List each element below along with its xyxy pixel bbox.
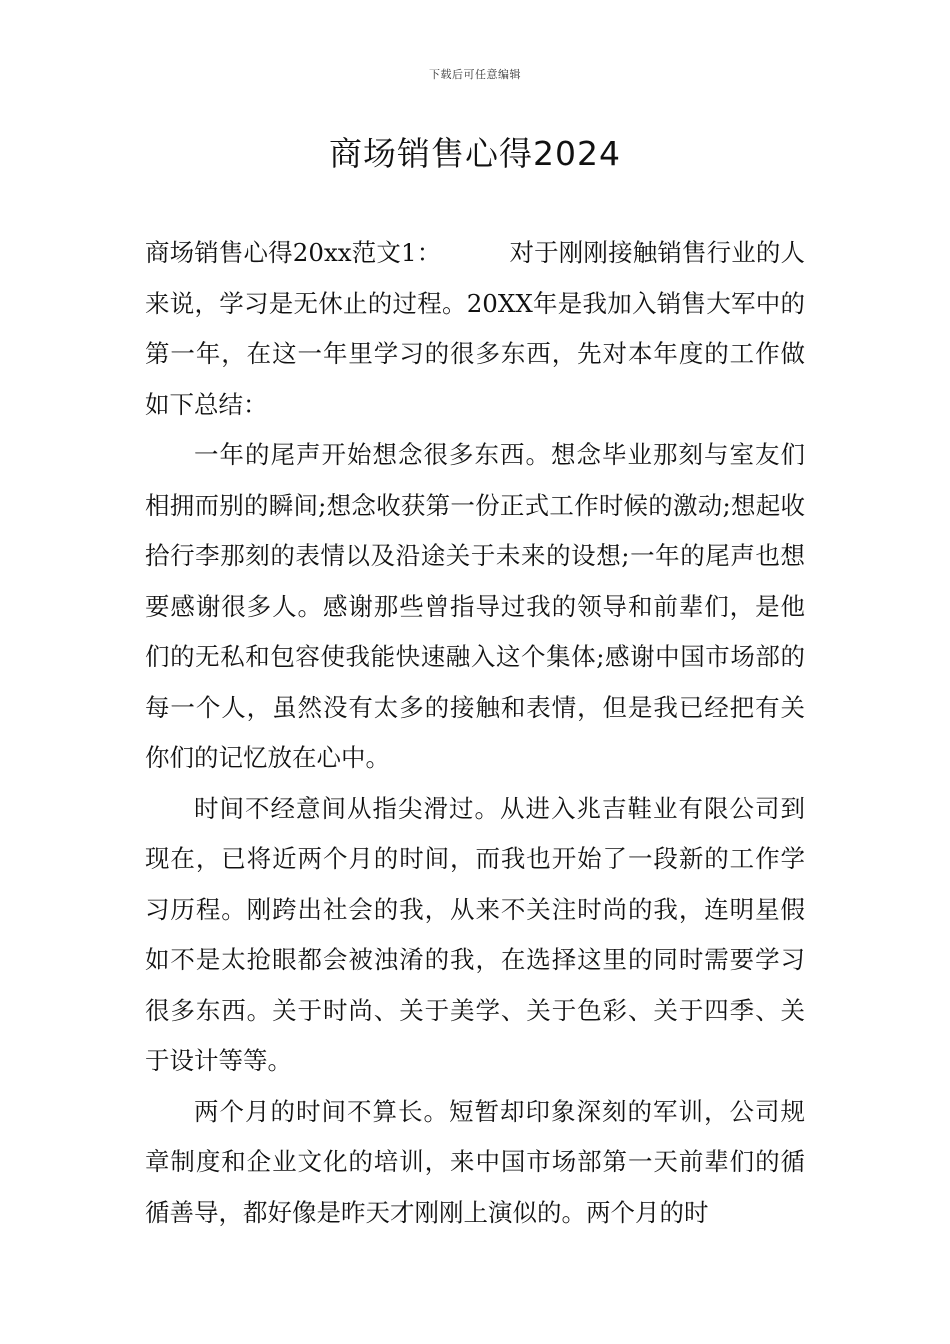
intro-text: 对于刚刚接触销售行业的人来说，学习是无休止的过程。20XX年是我加入销售大军中的第一年，在这一年里学习的很多东西，先对本年度的工作做如下总结：: [145, 238, 806, 419]
intro-paragraph: [145, 228, 805, 430]
body-paragraph-3: 两个月的时间不算长。短暂却印象深刻的军训，公司规章制度和企业文化的培训，来中国市场部第一天前辈们的循循善导，都好像是昨天才刚刚上演似的。两个月的时: [145, 1096, 805, 1227]
document-title: 商场销售心得2024: [329, 134, 621, 173]
document-body: [145, 228, 805, 1238]
intro-label: 商场销售心得20xx范文1：: [145, 238, 442, 267]
header-note: 下载后可任意编辑: [429, 68, 521, 81]
body-paragraph-2: 时间不经意间从指尖滑过。从进入兆吉鞋业有限公司到现在，已将近两个月的时间，而我也开始了一段新的工作学习历程。刚跨出社会的我，从来不关注时尚的我，连明星假如不是太抢眼都会被浊淆的我，在选择这里的同时需要学习很多东西。关于时尚、关于美学、关于色彩、关于四季、关于设计等等。: [145, 793, 805, 1075]
body-paragraph-1: 一年的尾声开始想念很多东西。想念毕业那刻与室友们相拥而别的瞬间;想念收获第一份正式工作时候的激动;想起收拾行李那刻的表情以及沿途关于未来的设想;一年的尾声也想要感谢很多人。感谢那些曾指导过我的领导和前辈们，是他们的无私和包容使我能快速融入这个集体;感谢中国市场部的每一个人，虽然没有太多的接触和表情，但是我已经把有关你们的记忆放在心中。: [145, 440, 805, 772]
